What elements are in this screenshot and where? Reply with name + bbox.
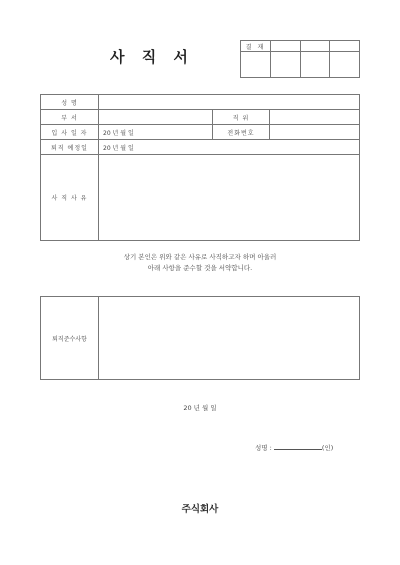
signature-blank[interactable] [274,443,322,450]
phone-field[interactable] [270,125,360,140]
position-field[interactable] [270,110,360,125]
phone-label: 전화번호 [213,125,270,140]
approval-sign-cell[interactable] [241,52,271,78]
approval-table [240,40,360,78]
pledge-line-1: 상기 본인은 위와 같은 사유로 사직하고자 하며 아울러 [123,253,277,261]
pledge-statement [60,252,340,274]
leave-date-field[interactable]: 20 년 월 일 [99,140,360,155]
reason-field[interactable] [99,155,360,241]
dept-field[interactable] [99,110,213,125]
pledge-line-2: 아래 사항을 준수할 것을 서약합니다. [147,264,253,272]
approval-cell [330,41,360,52]
agreement-table [40,296,360,380]
seal-suffix: (인) [321,444,334,452]
join-date-label: 입 사 일 자 [41,125,99,140]
join-date-field[interactable]: 20 년 월 일 [99,125,213,140]
agreement-label: 퇴직준수사항 [41,297,99,380]
document-date: 20 년 월 일 [183,404,217,412]
approval-sign-cell[interactable] [300,52,330,78]
approval-header: 결 재 [241,41,271,52]
signature-label: 성명 : [255,444,272,452]
name-label: 성 명 [41,95,99,110]
document-title: 사 직 서 [110,48,194,66]
company-name: 주식회사 [181,504,219,515]
leave-date-label: 퇴직 예정일 [41,140,99,155]
agreement-field[interactable] [99,297,360,380]
reason-label: 사 직 사 유 [41,155,99,241]
approval-cell [271,41,301,52]
dept-label: 부 서 [41,110,99,125]
approval-sign-cell[interactable] [330,52,360,78]
signature-line [255,443,333,452]
approval-sign-cell[interactable] [271,52,301,78]
info-table [40,94,360,241]
position-label: 직 위 [213,110,270,125]
approval-cell [300,41,330,52]
name-field[interactable] [99,95,360,110]
